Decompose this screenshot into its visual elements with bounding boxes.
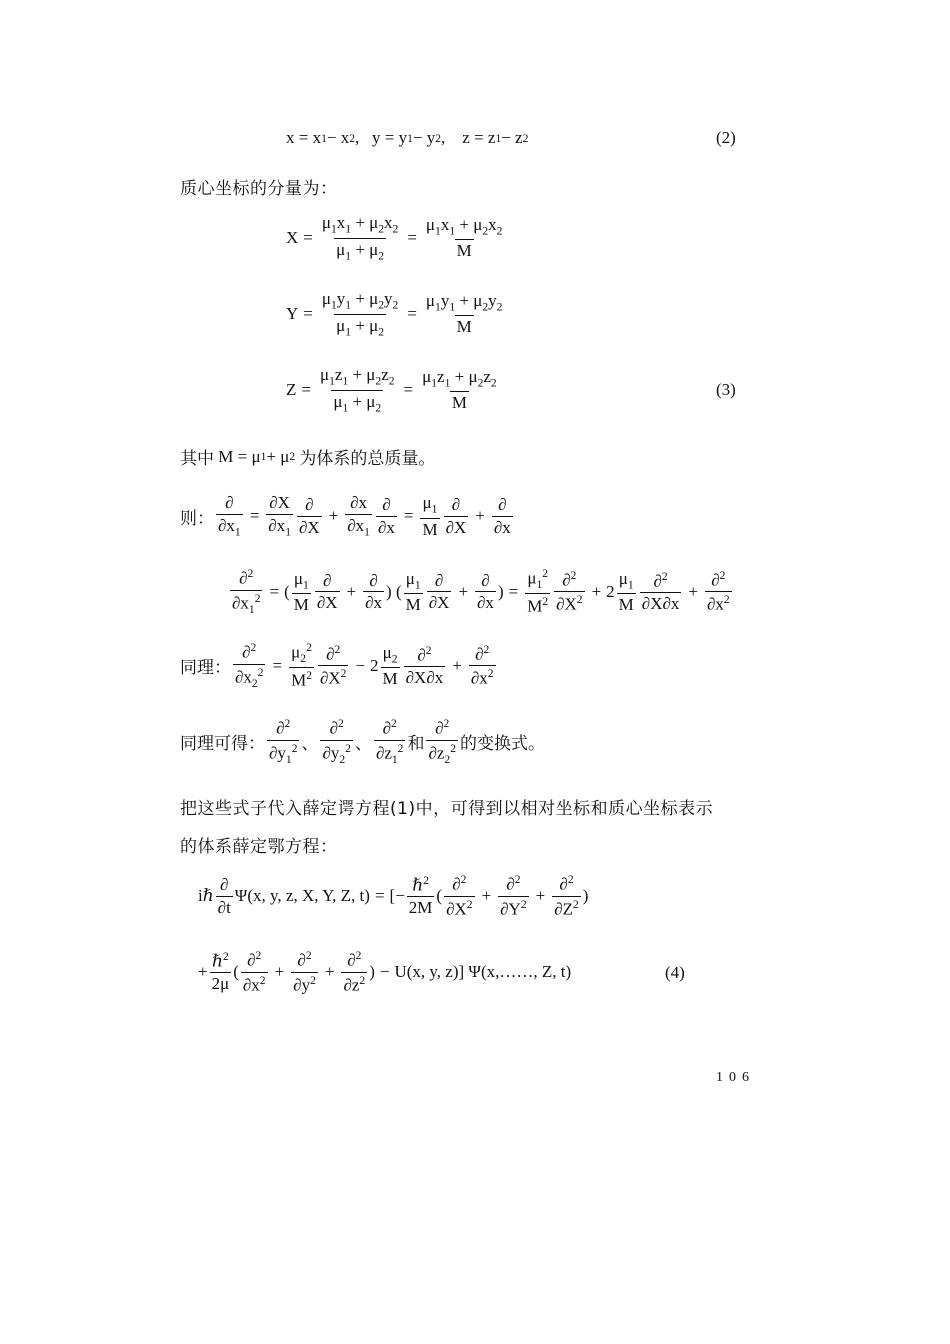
second-derivative-x2-equation: 同理： $\frac{\partial^2}{\partial x_2^2}$ = $\frac{\mu_2^2}{M^2}$ ∂$^2$ $\partial X^2$ − 2 $\frac{\mu_2}{M}$ ∂$^2$ ∂X∂x + $\frac{\partial^2}{\partial x^2}$ <box>180 641 494 690</box>
equation-2: x = x 1 − x 2 , y = y 1 − y 2 , z = z 1 − z 2 <box>286 128 529 147</box>
equation-number-4: (4) <box>665 963 685 982</box>
equation-Y: Y = $\frac{\mu_1y_1 + \mu_2y_2}{\mu_1 + \mu_2}$ = $\frac{\mu_1y_1 + \mu_2y_2}{M}$ <box>286 289 503 338</box>
first-derivative-equation: 则： ∂ $\partial x_1$ = $\frac{\partial X}{\partial x_1}$ ∂ ∂X + $\frac{\partial x}{\partial x_1}$ ∂ ∂x = $\frac{\mu_1}{M}$ ∂ ∂X + ∂ ∂x <box>180 493 511 539</box>
paragraph-line-2: 的体系薛定鄂方程： <box>180 837 338 857</box>
equation-Z: Z = $\frac{\mu_1z_1 + \mu_2z_2}{\mu_1 + \mu_2}$ = $\frac{\mu_1z_1 + \mu_2z_2}{M}$ <box>286 365 497 414</box>
paragraph-line-1: 把这些式子代入薛定谔方程(1)中，可得到以相对坐标和质心坐标表示 <box>180 799 714 819</box>
page-number: 106 <box>716 1070 755 1085</box>
similar-transforms-line: 同理可得： ∂$^2$ $\partial y_1^2$ 、 ∂$^2$ $\partial y_2^2$ 、 ∂$^2$ $\partial z_1^2$ 和 ∂$^2$ $\partial z_2^2$ 的变换式。 <box>180 717 545 766</box>
total-mass-line: 其中 M = μ 1 + μ 2 为体系的总质量。 <box>180 446 436 469</box>
zhixin-label: 质心坐标的分量为： <box>180 179 338 199</box>
equation-number-3: (3) <box>716 380 736 399</box>
schrodinger-equation-line-2: + ℏ$^2$ 2μ ( ∂$^2$ $\partial x^2$ + $\frac{\partial^2}{\partial y^2}$ + $\frac{\partial^2}{\partial z^2}$ ) − U(x, y, z)] Ψ(x,……, Z, t) <box>198 949 572 995</box>
schrodinger-equation-line-1: iℏ ∂ ∂t Ψ(x, y, z, X, Y, Z, t) = [− ℏ$^2$ 2M ( ∂$^2$ $\partial X^2$ + $\frac{\partial^2}{\partial Y^2}$ + $\frac{\partial^2}{\partial Z^2}$ ) <box>198 873 589 919</box>
second-derivative-x1-equation: $\frac{\partial^2}{\partial x_1^2}$ = ( $\frac{\mu_1}{M}$ ∂ ∂X + ∂ ∂x ) ( $\mu_1$ M ∂ ∂X + ∂ ∂x ) = $\frac{\mu_1^2}{M^2}$ ∂$^2$ $\partial X^2$ + 2 $\frac{\mu_1}{M}$ ∂$^2$ ∂X∂x + $\frac{\partial^2}{\partial x^2}$ <box>232 567 730 616</box>
equation-number-2: (2) <box>716 128 736 147</box>
equation-X: X = $\frac{\mu_1x_1 + \mu_2x_2}{\mu_1 + \mu_2}$ = $\frac{\mu_1x_1 + \mu_2x_2}{M}$ <box>286 213 503 262</box>
